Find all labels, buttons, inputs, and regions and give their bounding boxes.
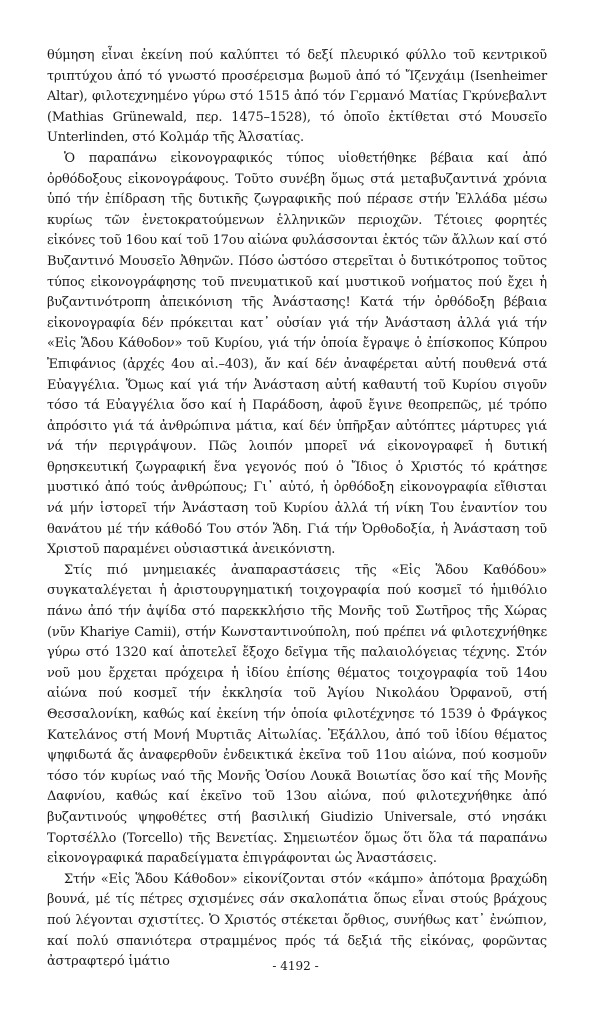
page-number: - 4192 - (272, 959, 319, 973)
paragraph-3: Στίς πιό μνημειακές ἀναπαραστάσεις τῆς «Εἰς Ἅδου Καθόδου» συγκαταλέγεται ἡ ἀριστουργηματική τοιχογραφία πού κοσμεῖ τό ἡμιθόλιο πάνω ἀπό τήν ἁψίδα στό παρεκκλήσιο τῆς Μονῆς τοῦ Σωτῆρος τῆς Χώρας (νῦν Khariye Camii), στήν Κωνσταντινούπολη, πού πρέπει νά φιλοτεχνήθηκε γύρω στό 1320 καί ἀποτελεῖ ἔξοχο δεῖγμα τῆς παλαιολόγειας τέχνης. Στόν νοῦ μου ἔρχεται πρόχειρα ἡ ἰδίου ἐπίσης θέματος τοιχογραφία τοῦ 14ου αἰώνα πού κοσμεῖ τήν ἐκκλησία τοῦ Ἁγίου Νικολάου Ὀρφανοῦ, στή Θεσσαλονίκη, καθώς καί ἐκείνη τήν ὁποία φιλοτέχνησε τό 1539 ὁ Φράγκος Κατελάνος στή Μονή Μυρτιᾶς Αἰτωλίας. Ἐξάλλου, ἀπό τοῦ ἰδίου θέματος ψηφιδωτά ἄς ἀναφερθοῦν ἐνδεικτικά ἐκεῖνα τοῦ 11ου αἰώνα, πού κοσμοῦν τόσο τόν κυρίως ναό τῆς Μονῆς Ὁσίου Λουκᾶ Βοιωτίας ὅσο καί τῆς Μονῆς Δαφνίου, καθώς καί ἐκεῖνο τοῦ 13ου αἰώνα, πού φιλοτεχνήθηκε ἀπό βυζαντινούς ψηφοθέτες στή βασιλική Giudizio Universale, στό νησάκι Τορτσέλλο (Torcello) τῆς Βενετίας. Σημειωτέον ὅμως ὅτι ὅλα τά παραπάνω εἰκονογραφικά παραδείγματα ἐπιγράφονται ὡς Ἀναστάσεις. (47, 562, 547, 867)
paragraph-4: Στήν «Εἰς Ἅδου Κάθοδον» εἰκονίζονται στόν «κάμπο» ἀπότομα βραχώδη βουνά, μέ τίς πέτρες σχισμένες σάν σκαλοπάτια ὅπως εἶναι στούς βράχους πού λέγονται σχιστίτες. Ὁ Χριστός στέκεται ὄρθιος, συνήθως κατ᾽ ἐνώπιον, καί πολύ σπανιότερα στραμμένος πρός τά δεξιά τῆς εἰκόνας, φορῶντας ἀστραφτερό ἱμάτιο (47, 871, 547, 970)
document-body (47, 46, 547, 973)
paragraph-1: θύμηση εἶναι ἐκείνη πού καλύπτει τό δεξί πλευρικό φύλλο τοῦ κεντρικοῦ τριπτύχου ἀπό τό γνωστό προσέρεισμα βωμοῦ ἀπό τό Ἴζενχάιμ (Isenheimer Altar), φιλοτεχνημένο γύρω στό 1515 ἀπό τόν Γερμανό Ματίας Γκρύνεβαλντ (Mathias Grünewald, περ. 1475–1528), τό ὁποῖο ἐκτίθεται στό Μουσεῖο Unterlinden, στό Κολμάρ τῆς Ἀλσατίας. (47, 48, 547, 146)
paragraph-2: Ὁ παραπάνω εἰκονογραφικός τύπος υἱοθετήθηκε βέβαια καί ἀπό ὀρθόδοξους εἰκονογράφους. Τοῦτο συνέβη ὅμως στά μεταβυζαντινά χρόνια ὑπό τήν ἐπίδραση τῆς δυτικῆς ζωγραφικῆς πού πέρασε στήν Ἑλλάδα μέσω κυρίως τῶν ἐνετοκρατούμενων ἑλληνικῶν περιοχῶν. Τέτοιες φορητές εἰκόνες τοῦ 16ου καί τοῦ 17ου αἰώνα φυλάσσονται ἐκτός τῶν ἄλλων καί στό Βυζαντινό Μουσεῖο Ἀθηνῶν. Πόσο ὡστόσο στερεῖται ὁ δυτικότροπος τοῦτος τύπος εἰκονογράφησης τοῦ πνευματικοῦ καί μυστικοῦ νοήματος πού ἔχει ἡ βυζαντινότροπη ἀπεικόνιση τῆς Ἀνάστασης! Κατά τήν ὀρθόδοξη βέβαια εἰκονογραφία δέν πρόκειται κατ᾽ οὐσίαν γιά τήν Ἀνάσταση ἀλλά γιά τήν «Εἰς Ἅδου Κάθοδον» τοῦ Κυρίου, γιά τήν ὁποία ἔγραψε ὁ ἐπίσκοπος Κύπρου Ἐπιφάνιος (ἀρχές 4ου αἰ.–403), ἄν καί δέν ἀναφέρεται αὐτή πουθενά στά Εὐαγγέλια. Ὅμως καί γιά τήν Ἀνάσταση αὐτή καθαυτή τοῦ Κυρίου σιγοῦν τόσο τά Εὐαγγέλια ὅσο καί ἡ Παράδοση, ἀφοῦ ἔγινε θεοπρεπῶς, μέ τρόπο ἀπρόσιτο γιά τά ἀνθρώπινα μάτια, καί δέν ὑπῆρξαν αὐτόπτες μάρτυρες γιά νά τήν περιγράψουν. Πῶς λοιπόν μπορεῖ νά εἰκονογραφεῖ ἡ δυτική θρησκευτική ζωγραφική ἕνα γεγονός πού ὁ Ἴδιος ὁ Χριστός τό κράτησε μυστικό ἀπό τούς ἀνθρώπους; Γι᾽ αὐτό, ἡ ὀρθόδοξη εἰκονογραφία εἴθισται νά μήν ἱστορεῖ τήν Ἀνάσταση τοῦ Κυρίου ἀλλά τή νίκη Του ἐναντίον του θανάτου μέ τήν κάθοδό Του στόν Ἅδη. Γιά τήν Ὀρθοδοξία, ἡ Ἀνάσταση τοῦ Χριστοῦ παραμένει οὐσιαστικά ἀνεικόνιστη. (47, 150, 547, 558)
